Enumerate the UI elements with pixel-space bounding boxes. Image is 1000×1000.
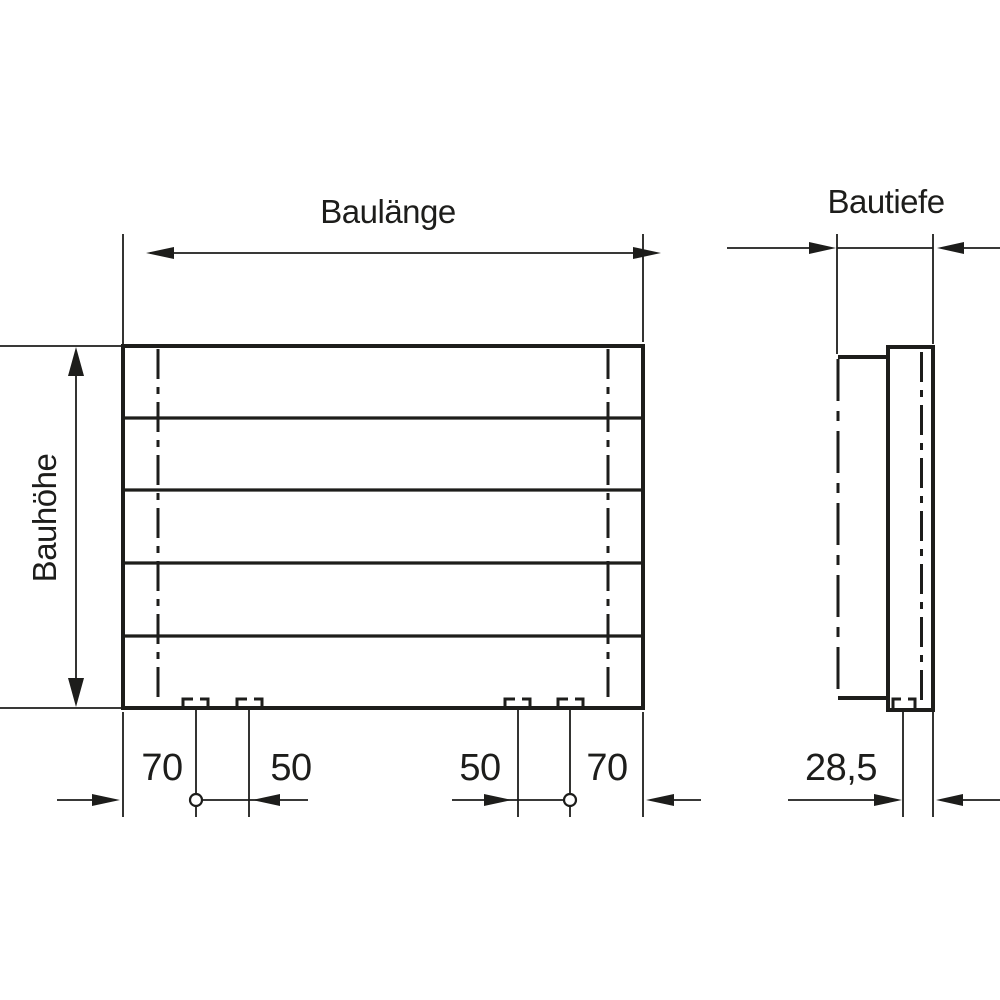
dim-70-left: 70	[141, 747, 183, 789]
dim-70-right: 70	[586, 747, 628, 789]
depth-28-5-dimension	[788, 712, 1000, 817]
bautiefe-label: Bautiefe	[827, 183, 945, 220]
bottom-connection-dimensions	[57, 710, 701, 817]
bauhoehe-dimension	[0, 346, 121, 708]
baulaenge-dimension	[123, 193, 661, 344]
front-view-outline	[123, 346, 643, 708]
baulaenge-label: Baulänge	[320, 193, 456, 230]
arrowhead-right-icon	[809, 242, 836, 254]
arrowhead-right-icon	[633, 247, 661, 259]
depth-value: 28,5	[805, 747, 877, 789]
arrowhead-left-icon	[646, 794, 674, 806]
front-view	[123, 346, 643, 708]
arrowhead-left-icon	[937, 242, 964, 254]
side-view	[838, 347, 933, 710]
dim-50-left: 50	[270, 747, 312, 789]
bautiefe-dimension	[727, 183, 1000, 354]
arrowhead-left-icon	[146, 247, 174, 259]
front-panel-outline	[888, 347, 933, 710]
arrowhead-up-icon	[68, 347, 84, 376]
arrowhead-left-icon	[252, 794, 280, 806]
arrowhead-left-icon	[936, 794, 963, 806]
arrowhead-right-icon	[874, 794, 902, 806]
arrowhead-down-icon	[68, 678, 84, 707]
arrowhead-right-icon	[92, 794, 120, 806]
dimension-point-marker	[564, 794, 576, 806]
dim-50-right: 50	[459, 747, 501, 789]
bauhoehe-label: Bauhöhe	[26, 453, 63, 583]
arrowhead-right-icon	[484, 794, 512, 806]
dimension-point-marker	[190, 794, 202, 806]
